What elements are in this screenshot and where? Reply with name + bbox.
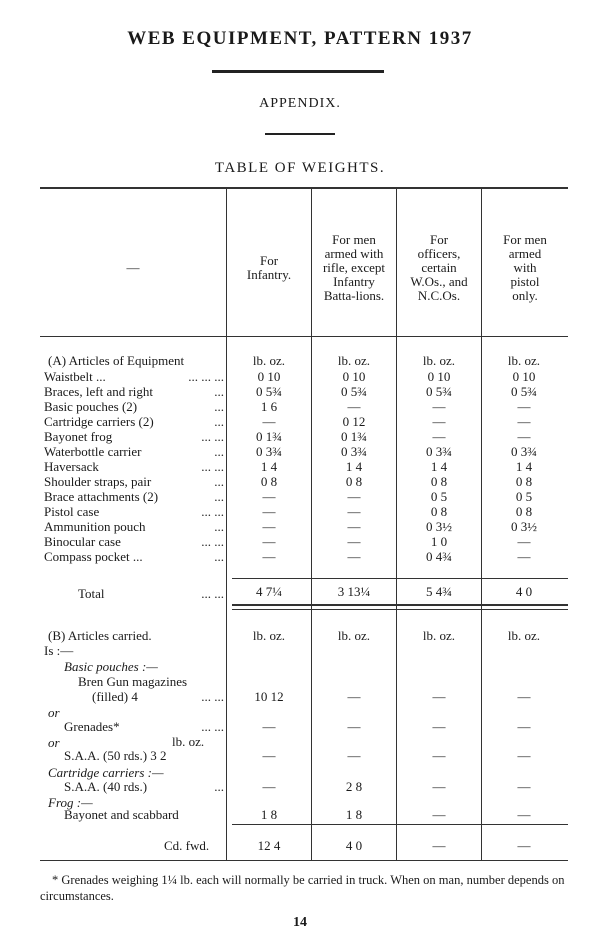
equipment-row-value: 0 4¾ — [426, 549, 452, 564]
grenades-label: Grenades* — [64, 719, 120, 734]
carried-forward-value: 12 4 — [257, 838, 281, 853]
total-bottom-rule — [232, 604, 568, 606]
equipment-row-value: 0 8 — [260, 474, 278, 489]
or-label: or — [48, 705, 60, 720]
carried-value: — — [517, 807, 531, 822]
carried-forward-value: — — [432, 838, 446, 853]
equipment-row-label: Binocular case — [44, 534, 121, 549]
filled-label: (filled) 4 — [92, 689, 138, 704]
equipment-row-value: — — [517, 414, 531, 429]
equipment-row-value: — — [517, 429, 531, 444]
leader-dots: ... ... — [201, 719, 224, 734]
page-title: WEB EQUIPMENT, PATTERN 1937 — [127, 28, 473, 49]
cartridge-carriers-label: Cartridge carriers :— — [48, 765, 164, 780]
equipment-row-label: Waistbelt ... — [44, 369, 106, 384]
basic-pouches-label: Basic pouches :— — [64, 659, 158, 674]
total-value: 5 4¾ — [426, 584, 452, 599]
total-top-rule — [232, 578, 568, 579]
equipment-row-label: Compass pocket ... — [44, 549, 143, 564]
unit-heading: lb. oz. — [507, 628, 541, 643]
equipment-row-value: 0 8 — [515, 474, 533, 489]
equipment-row-value: — — [347, 504, 361, 519]
carried-value: — — [347, 719, 361, 734]
equipment-row-value: 0 3¾ — [511, 444, 537, 459]
leader-dots: ... — [214, 474, 224, 489]
bren-label: Bren Gun magazines — [78, 674, 188, 689]
equipment-row-label: Haversack — [44, 459, 99, 474]
carried-value: 1 8 — [260, 807, 278, 822]
leader-dots: ... — [214, 399, 224, 414]
carried-value: 2 8 — [345, 779, 363, 794]
unit-heading: lb. oz. — [337, 353, 371, 368]
equipment-row-value: 1 4 — [430, 459, 448, 474]
header-infantry: For Infantry. — [246, 253, 292, 282]
or-label: or — [48, 735, 60, 750]
equipment-row-value: — — [517, 549, 531, 564]
equipment-row-value: 0 12 — [342, 414, 366, 429]
equipment-row-label: Shoulder straps, pair — [44, 474, 152, 489]
equipment-row-value: — — [262, 519, 276, 534]
carried-value: — — [262, 748, 276, 763]
carried-forward-rule — [232, 824, 568, 825]
equipment-row-value: 1 4 — [260, 459, 278, 474]
leader-dots: ... — [214, 489, 224, 504]
total-label: Total — [78, 586, 105, 601]
leader-dots: ... ... — [201, 689, 224, 704]
appendix-rule — [265, 133, 335, 135]
section-b-heading: (B) Articles carried. — [48, 628, 152, 643]
total-value: 3 13¼ — [337, 584, 371, 599]
leader-dots: ... ... ... — [188, 369, 224, 384]
leader-dots: ... ... — [201, 534, 224, 549]
equipment-row-value: 1 4 — [345, 459, 363, 474]
equipment-row-value: — — [517, 399, 531, 414]
table-title: TABLE OF WEIGHTS. — [214, 160, 386, 176]
leader-dots: ... — [214, 519, 224, 534]
leader-dots: ... — [214, 549, 224, 564]
equipment-row-value: — — [347, 549, 361, 564]
total-value: 4 7¼ — [256, 584, 282, 599]
leader-dots: ... — [214, 779, 224, 794]
unit-heading: lb. oz. — [252, 628, 286, 643]
title-rule — [212, 70, 384, 73]
equipment-row-label: Brace attachments (2) — [44, 489, 159, 504]
leader-dots: ... ... — [201, 429, 224, 444]
bayonet-label: Bayonet and scabbard — [64, 807, 179, 822]
equipment-row-value: — — [262, 489, 276, 504]
equipment-row-value: — — [432, 429, 446, 444]
saa50-label: S.A.A. (50 rds.) 3 2 — [64, 748, 167, 763]
equipment-row-value: 0 5 — [430, 489, 448, 504]
carried-value: — — [517, 719, 531, 734]
appendix-heading: APPENDIX. — [259, 96, 341, 111]
equipment-row-value: 0 5¾ — [511, 384, 537, 399]
carried-value: — — [432, 689, 446, 704]
carried-value: — — [432, 807, 446, 822]
unit-heading: lb. oz. — [252, 353, 286, 368]
saa40-label: S.A.A. (40 rds.) — [64, 779, 148, 794]
frog-label: Frog :— — [48, 795, 93, 810]
equipment-row-value: — — [262, 414, 276, 429]
carried-value: — — [432, 779, 446, 794]
equipment-row-value: 0 5¾ — [426, 384, 452, 399]
table-top-rule — [40, 187, 568, 189]
equipment-row-value: 0 8 — [430, 504, 448, 519]
carried-value: — — [517, 779, 531, 794]
equipment-row-value: 0 5¾ — [256, 384, 282, 399]
carried-value: — — [517, 689, 531, 704]
equipment-row-value: 0 8 — [345, 474, 363, 489]
equipment-row-value: — — [347, 519, 361, 534]
header-label-column: — — [126, 260, 140, 275]
equipment-row-value: — — [432, 414, 446, 429]
equipment-row-value: — — [347, 534, 361, 549]
equipment-row-value: 0 3¾ — [341, 444, 367, 459]
section-a-heading: (A) Articles of Equipment — [48, 353, 185, 368]
leader-dots: ... ... — [201, 504, 224, 519]
equipment-row-value: 0 10 — [512, 369, 536, 384]
equipment-row-value: — — [262, 549, 276, 564]
carried-value: — — [432, 748, 446, 763]
footnote: * Grenades weighing 1¼ lb. each will normally be carried in truck. When on man, number depends on circumstances. — [40, 873, 565, 903]
equipment-row-value: 0 3¾ — [256, 444, 282, 459]
equipment-row-value: 1 6 — [260, 399, 278, 414]
equipment-row-label: Cartridge carriers (2) — [44, 414, 154, 429]
carried-value: 1 8 — [345, 807, 363, 822]
equipment-row-value: 0 8 — [515, 504, 533, 519]
equipment-row-value: 1 0 — [430, 534, 448, 549]
header-officers: For officers, certain W.Os., and N.C.Os. — [410, 232, 468, 303]
equipment-row-value: 0 5¾ — [341, 384, 367, 399]
equipment-row-value: 0 5 — [515, 489, 533, 504]
unit-heading: lb. oz. — [422, 353, 456, 368]
equipment-row-value: — — [347, 489, 361, 504]
equipment-row-label: Bayonet frog — [44, 429, 113, 444]
carried-value: 10 12 — [254, 689, 284, 704]
equipment-row-label: Waterbottle carrier — [44, 444, 142, 459]
unit-heading: lb. oz. — [422, 628, 456, 643]
equipment-row-value: 0 1¾ — [341, 429, 367, 444]
equipment-row-label: Ammunition pouch — [44, 519, 146, 534]
carried-forward-label: Cd. fwd. — [164, 838, 210, 853]
equipment-row-label: Braces, left and right — [44, 384, 154, 399]
leader-dots: ... — [214, 414, 224, 429]
equipment-row-value: 0 10 — [342, 369, 366, 384]
equipment-row-value: 1 4 — [515, 459, 533, 474]
carried-value: — — [262, 719, 276, 734]
leader-dots: ... — [214, 444, 224, 459]
equipment-row-value: 0 1¾ — [256, 429, 282, 444]
carried-value: — — [262, 779, 276, 794]
equipment-row-value: 0 3½ — [426, 519, 452, 534]
equipment-row-value: 0 3¾ — [426, 444, 452, 459]
carried-forward-value: — — [517, 838, 531, 853]
unit-heading: lb. oz. — [337, 628, 371, 643]
header-pistol: For men armed with pistol only. — [503, 232, 547, 303]
equipment-row-value: — — [262, 504, 276, 519]
carried-forward-value: 4 0 — [345, 838, 363, 853]
carried-value: — — [347, 689, 361, 704]
lb-oz-label: lb. oz. — [172, 734, 205, 749]
equipment-row-value: 0 3½ — [511, 519, 537, 534]
equipment-row-value: — — [262, 534, 276, 549]
total-value: 4 0 — [515, 584, 533, 599]
carried-value: — — [432, 719, 446, 734]
page-number: 14 — [293, 915, 307, 930]
is-label: Is :— — [44, 643, 74, 658]
equipment-row-value: 0 8 — [430, 474, 448, 489]
total-bottom-rule — [232, 609, 568, 610]
leader-dots: ... — [214, 384, 224, 399]
carried-value: — — [347, 748, 361, 763]
leader-dots: ... ... — [201, 586, 224, 601]
equipment-row-label: Pistol case — [44, 504, 100, 519]
unit-heading: lb. oz. — [507, 353, 541, 368]
equipment-row-value: — — [347, 399, 361, 414]
table-bottom-rule — [40, 860, 568, 861]
header-rifle: For men armed with rifle, except Infantry Batta-lions. — [322, 232, 386, 303]
equipment-row-value: — — [517, 534, 531, 549]
equipment-row-label: Basic pouches (2) — [44, 399, 138, 414]
equipment-row-value: — — [432, 399, 446, 414]
equipment-row-value: 0 10 — [427, 369, 451, 384]
carried-value: — — [517, 748, 531, 763]
leader-dots: ... ... — [201, 459, 224, 474]
equipment-row-value: 0 10 — [257, 369, 281, 384]
